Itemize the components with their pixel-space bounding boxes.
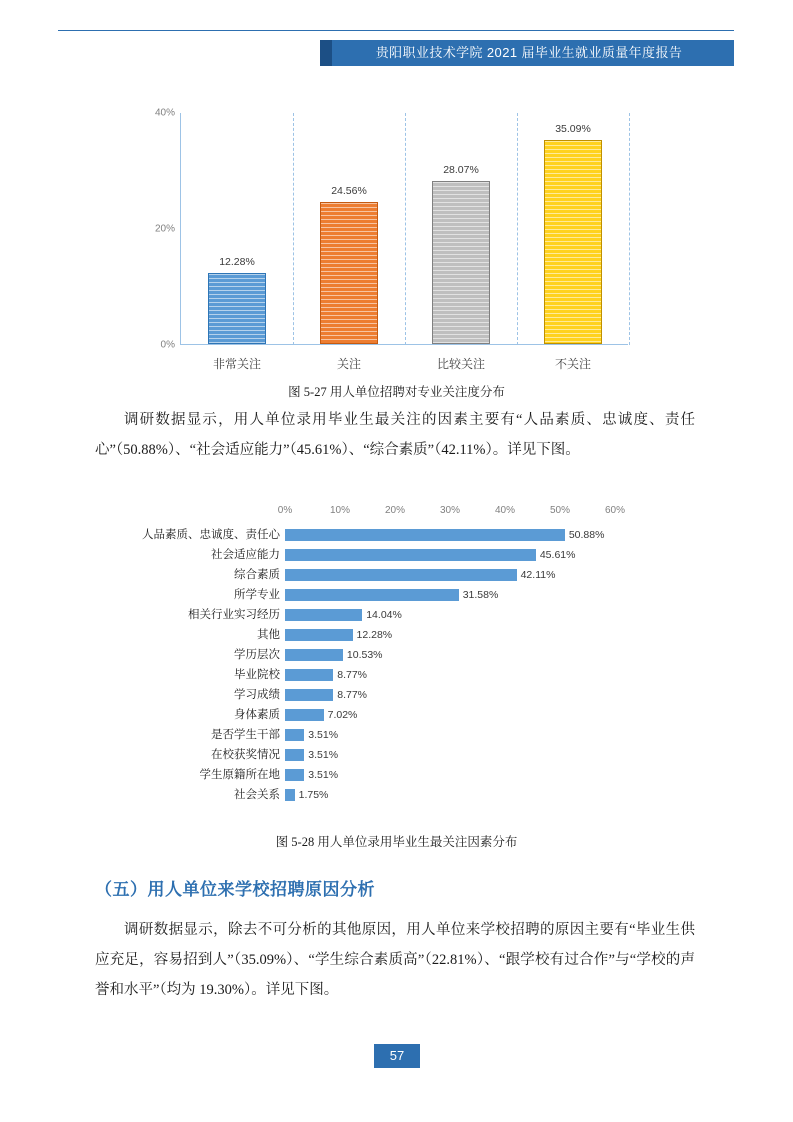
chart-5-27-bar <box>320 202 378 344</box>
chart-5-28-x-tick: 60% <box>604 505 626 516</box>
header-title: 贵阳职业技术学院 2021 届毕业生就业质量年度报告 <box>375 45 683 60</box>
chart-5-28-row <box>234 645 615 665</box>
chart-5-28-row <box>188 605 615 625</box>
chart-5-27-category-label: 比较关注 <box>436 357 486 371</box>
chart-5-28-row <box>234 785 615 805</box>
chart-5-28-bar <box>285 709 324 721</box>
chart-5-27-bar <box>432 181 490 344</box>
chart-5-27-category-label: 不关注 <box>554 357 592 371</box>
chart-5-28-category-label: 人品素质、忠诚度、责任心 <box>142 529 280 541</box>
chart-5-28-category-label: 学习成绩 <box>234 689 280 701</box>
chart-5-28-x-tick: 10% <box>329 505 351 516</box>
chart-5-28-row <box>234 665 615 685</box>
chart-5-27-category-label: 非常关注 <box>212 357 262 371</box>
chart-5-28-x-tick: 30% <box>439 505 461 516</box>
chart-5-27-plot <box>154 107 628 371</box>
chart-5-28-bar <box>285 609 362 621</box>
chart-5-28-value-label: 7.02% <box>327 709 358 721</box>
chart-5-28-value-label: 3.51% <box>308 729 339 741</box>
chart-5-27-y-tick: 20% <box>154 223 175 235</box>
chart-5-28-row <box>234 565 615 585</box>
chart-5-28-x-tick: 0% <box>277 505 293 516</box>
chart-5-28-value-label: 12.28% <box>356 629 393 641</box>
chart-5-28-bar <box>285 749 304 761</box>
chart-5-28-caption: 图 5-28 用人单位录用毕业生最关注因素分布 <box>275 835 518 849</box>
chart-5-28-row <box>234 585 615 605</box>
chart-5-28-bar <box>285 789 295 801</box>
chart-5-28-category-label: 身体素质 <box>234 709 280 721</box>
chart-5-28-row <box>211 745 615 765</box>
chart-5-28-category-label: 在校获奖情况 <box>211 749 280 761</box>
chart-5-28-category-label: 学生原籍所在地 <box>199 769 280 781</box>
chart-5-28-category-label: 综合素质 <box>234 569 280 581</box>
section-heading: （五）用人单位来学校招聘原因分析 <box>95 880 375 899</box>
chart-5-28-bar <box>285 769 304 781</box>
chart-5-27-y-tick: 0% <box>160 339 175 351</box>
chart-5-28-category-label: 是否学生干部 <box>211 729 280 741</box>
chart-5-28-row <box>234 705 615 725</box>
chart-5-28-value-label: 3.51% <box>308 769 339 781</box>
chart-5-27-y-tick: 40% <box>154 107 175 119</box>
chart-5-28-bar <box>285 529 565 541</box>
chart-5-27-bar <box>208 273 266 344</box>
paragraph-attention-factors: 调研数据显示，用人单位录用毕业生最关注的因素主要有“人品素质、忠诚度、责任心”（50.88%）、“社会适应能力”（45.61%）、“综合素质”（42.11%）。详见下图。 <box>95 412 695 458</box>
chart-5-28-bar <box>285 549 536 561</box>
chart-5-28 <box>130 505 670 810</box>
chart-5-28-row <box>234 685 615 705</box>
chart-5-28-row <box>257 625 615 645</box>
chart-5-28-value-label: 45.61% <box>539 549 576 561</box>
chart-5-27-gridline <box>517 113 518 345</box>
chart-5-27-gridline <box>405 113 406 345</box>
chart-5-28-bar <box>285 589 459 601</box>
chart-5-27-bar <box>544 140 602 344</box>
chart-5-28-category-label: 社会关系 <box>234 789 280 801</box>
chart-5-28-row <box>199 765 615 785</box>
chart-5-27-caption: 图 5-27 用人单位招聘对专业关注度分布 <box>288 385 505 399</box>
chart-5-28-value-label: 14.04% <box>366 609 402 621</box>
chart-5-28-category-label: 所学专业 <box>234 589 280 601</box>
chart-5-28-value-label: 50.88% <box>568 529 605 541</box>
chart-5-28-value-label: 10.53% <box>346 649 383 661</box>
chart-5-28-category-label: 毕业院校 <box>234 669 280 681</box>
paragraph-recruit-reasons: 调研数据显示，除去不可分析的其他原因，用人单位来学校招聘的原因主要有“毕业生供应充足，容易招到人”（35.09%）、“学生综合素质高”（22.81%）、“跟学校有过合作”与“学校的声誉和水平”（均为 19.30%）。详见下图。 <box>95 922 695 998</box>
chart-5-28-category-label: 学历层次 <box>234 649 280 661</box>
chart-5-27-category-label: 关注 <box>336 357 362 371</box>
chart-5-28-bar <box>285 689 333 701</box>
chart-5-28-bar <box>285 569 517 581</box>
chart-5-28-value-label: 1.75% <box>298 789 329 801</box>
chart-5-28-bar <box>285 629 353 641</box>
page-number: 57 <box>374 1044 420 1068</box>
chart-5-28-value-label: 8.77% <box>337 689 368 701</box>
chart-5-28-category-label: 社会适应能力 <box>211 549 280 561</box>
chart-5-27-gridline <box>629 113 630 345</box>
chart-5-28-value-label: 31.58% <box>462 589 499 601</box>
chart-5-28-value-label: 42.11% <box>520 569 556 581</box>
chart-5-27-value-label: 35.09% <box>555 123 591 136</box>
chart-5-28-row <box>211 725 615 745</box>
header-divider <box>58 30 734 31</box>
chart-5-28-x-tick: 20% <box>384 505 406 516</box>
chart-5-28-bar <box>285 669 333 681</box>
chart-5-28-bar <box>285 729 304 741</box>
chart-5-27-gridline <box>293 113 294 345</box>
chart-5-28-row <box>211 545 615 565</box>
chart-5-27-value-label: 28.07% <box>443 164 479 177</box>
chart-5-28-x-tick: 40% <box>494 505 516 516</box>
chart-5-27-value-label: 24.56% <box>331 184 367 197</box>
chart-5-28-bar <box>285 649 343 661</box>
chart-5-28-x-tick: 50% <box>549 505 571 516</box>
chart-5-28-value-label: 8.77% <box>337 669 368 681</box>
chart-5-27 <box>138 105 658 370</box>
chart-5-27-value-label: 12.28% <box>219 255 255 268</box>
chart-5-28-value-label: 3.51% <box>308 749 339 761</box>
chart-5-28-row <box>142 525 615 545</box>
page-header <box>0 40 793 68</box>
chart-5-28-x-axis <box>130 505 670 523</box>
chart-5-28-category-label: 相关行业实习经历 <box>188 609 280 621</box>
chart-5-28-category-label: 其他 <box>257 629 280 641</box>
